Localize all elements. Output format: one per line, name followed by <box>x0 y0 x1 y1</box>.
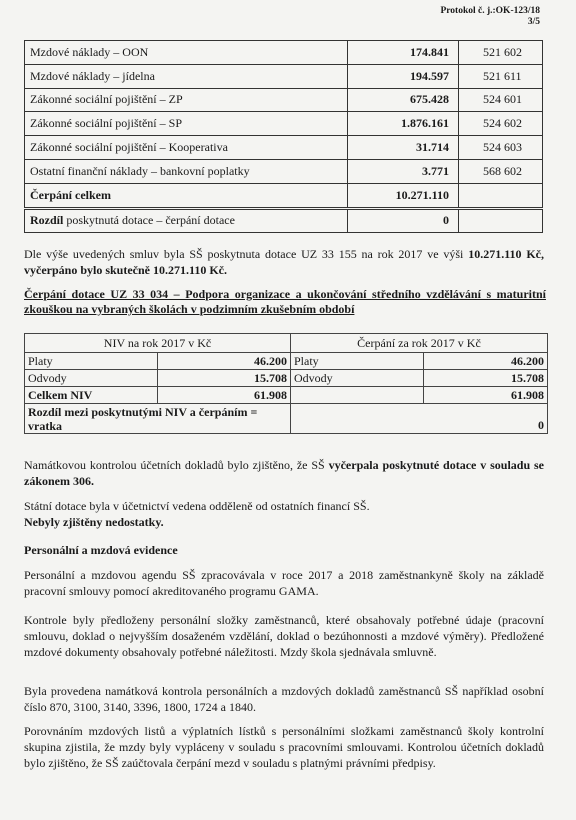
page-number: 3/5 <box>527 17 540 27</box>
table-row-total <box>25 183 543 208</box>
table-row-difference <box>25 208 543 233</box>
row-amount: 194.597 <box>348 64 459 88</box>
table-row: Odvody 15.708 Odvody 15.708 <box>25 370 548 387</box>
table-row-difference <box>25 404 548 434</box>
row-label: Zákonné sociální pojištění – SP <box>25 112 348 136</box>
table-row: Platy 46.200 Platy 46.200 <box>25 353 548 370</box>
paragraph-personalni-agenda: Personální a mzdovou agendu SŠ zpracovávala v roce 2017 a 2018 zaměstnankyně školy na základě pracovní smlouvy pomocí akreditovaného programu GAMA. <box>24 568 544 598</box>
table-row <box>25 41 543 65</box>
table-row <box>25 112 543 136</box>
difference-amount: 0 <box>348 208 459 233</box>
row-account-code: 524 601 <box>459 88 543 112</box>
paragraph-dotace-summary: Dle výše uvedených smluv byla SŠ poskytnuta dotace UZ 33 155 na rok 2017 ve výši 10.271.110 Kč, vyčerpáno bylo skutečně 10.271.110 Kč. <box>24 247 544 277</box>
row-label: Ostatní finanční náklady – bankovní poplatky <box>25 159 348 183</box>
paragraph-statni-dotace: Státní dotace byla v účetnictví vedena odděleně od ostatních financí SŠ. Nebyly zjištěny nedostatky. <box>24 499 370 529</box>
row-label: Zákonné sociální pojištění – Kooperativa <box>25 136 348 160</box>
total-amount: 10.271.110 <box>348 183 459 208</box>
row-amount: 31.714 <box>348 136 459 160</box>
table-row <box>25 88 543 112</box>
niv-header: NIV na rok 2017 v Kč <box>25 334 291 353</box>
protocol-number: Protokol č. j.:OK-123/18 <box>440 6 540 16</box>
table-row <box>25 64 543 88</box>
page-header <box>440 6 540 28</box>
row-account-code: 521 611 <box>459 64 543 88</box>
section-heading-personalni: Personální a mzdová evidence <box>24 543 178 557</box>
table-row <box>25 159 543 183</box>
row-amount: 3.771 <box>348 159 459 183</box>
row-label: Zákonné sociální pojištění – ZP <box>25 88 348 112</box>
table-row <box>25 136 543 160</box>
paragraph-porovnani: Porovnáním mzdových listů a výplatních lístků s personálními složkami zaměstnanců školy kontrolní skupina zjistila, že mzdy byly vypláceny v souladu s pracovními smlouvami. Kontrolou účetních dokladů bylo zjištěno, že SŠ zaúčtovala čerpání mezd v souladu s platnými právními předpisy. <box>24 724 544 770</box>
row-amount: 1.876.161 <box>348 112 459 136</box>
row-amount: 174.841 <box>348 41 459 65</box>
row-label: Mzdové náklady – jídelna <box>25 64 348 88</box>
row-label: Mzdové náklady – OON <box>25 41 348 65</box>
difference-value: 0 <box>291 404 548 434</box>
row-account-code: 568 602 <box>459 159 543 183</box>
expense-table <box>24 40 543 233</box>
paragraph-namatkova-kontrola: Byla provedena namátková kontrola personálních a mzdových dokladů zaměstnanců SŠ například osobní číslo 870, 3100, 3140, 3396, 1800, 1724 a 1840. <box>24 684 544 714</box>
row-amount: 675.428 <box>348 88 459 112</box>
paragraph-personalni-slozky: Kontrole byly předloženy personální složky zaměstnanců, které obsahovaly potřebné údaje (pracovní smlouvu, doklad o nejvyšším dosaženém vzdělání, doklad o bezúhonnosti a mzdové výměry). Předložené mzdové dokumenty obsahovaly potřebné náležitosti. Mzdy škola sjednávala smluvně. <box>24 613 544 659</box>
paragraph-kontrola-dokladu: Namátkovou kontrolou účetních dokladů bylo zjištěno, že SŠ vyčerpala poskytnuté dotace v souladu se zákonem 306. <box>24 458 544 488</box>
niv-table <box>24 333 548 434</box>
row-account-code: 521 602 <box>459 41 543 65</box>
table-row-total: Celkem NIV 61.908 61.908 <box>25 387 548 404</box>
difference-label: Rozdíl poskytnutá dotace – čerpání dotace <box>25 208 348 233</box>
row-account-code: 524 603 <box>459 136 543 160</box>
difference-label: Rozdíl mezi poskytnutými NIV a čerpáním = vratka <box>25 404 291 434</box>
section-heading-uz33034: Čerpání dotace UZ 33 034 – Podpora organizace a ukončování středního vzdělávání s maturitní zkouškou na vybraných školách v podzimním zkušebním období <box>24 287 546 316</box>
cerpani-header: Čerpání za rok 2017 v Kč <box>291 334 548 353</box>
row-account-code: 524 602 <box>459 112 543 136</box>
total-label: Čerpání celkem <box>25 183 348 208</box>
